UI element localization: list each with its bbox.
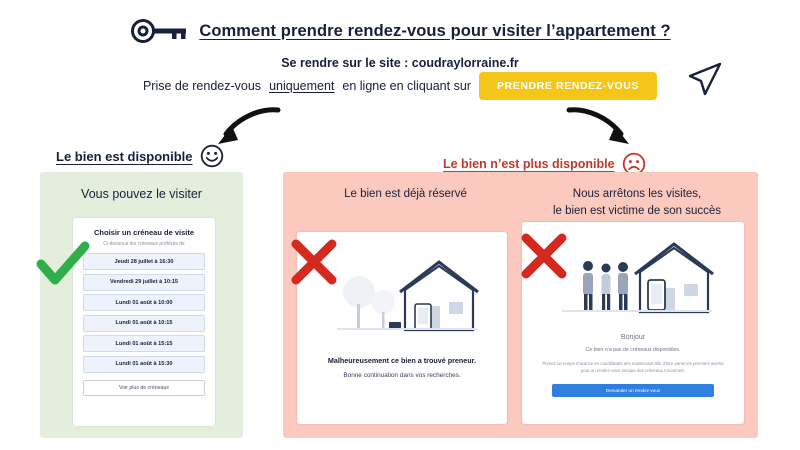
prendre-rendez-vous-button[interactable]: PRENDRE RENDEZ-VOUS [479,72,657,100]
case-2-title-line-2: le bien est victime de son succès [552,204,722,217]
slot-item[interactable]: Lundi 01 août à 10:00 [83,294,205,311]
page-title: Comment prendre rendez-vous pour visiter l’appartement ? [199,21,671,40]
booking-slots-card [73,218,215,426]
key-icon [129,18,189,44]
instruction-underlined: uniquement [269,79,335,93]
instruction-before: Prise de rendez-vous [142,79,262,93]
booking-card-title: Choisir un créneau de visite [93,228,195,237]
available-panel-title: Vous pouvez le visiter [81,187,202,201]
greeting-text: Bonjour [620,334,646,341]
slot-item[interactable]: Lundi 01 août à 15:30 [83,356,205,373]
left-branch-heading-label: Le bien est disponible [56,148,193,164]
booking-card-subtitle: Ci-dessous les créneaux préférés de [103,241,185,247]
slot-item[interactable]: Lundi 01 août à 15:15 [83,335,205,352]
arrow-to-right-branch-icon [565,104,635,150]
left-branch-heading [56,144,224,168]
case-2-title-line-1: Nous arrêtons les visites, [572,188,702,200]
red-x-icon [290,238,338,286]
green-check-icon [36,240,90,288]
cursor-arrow-icon [680,60,724,106]
red-x-icon [520,232,568,280]
no-slots-paragraph: Prenez un temps d’avance en candidatant dès maintenant afin d’être parmi les premiers avertis pour un rendez-vous lorsque des créneaux s’ouvriront. [542,361,724,373]
slot-item[interactable]: Jeudi 28 juillet à 16:30 [83,253,205,270]
more-slots-button[interactable]: Voir plus de créneaux [83,380,205,396]
header-row [0,18,800,44]
case-1-title: Le bien est déjà réservé [344,188,467,200]
slot-item[interactable]: Lundi 01 août à 10:15 [83,315,205,332]
no-slots-text: Ce bien n’a pas de créneaux disponibles. [585,347,681,353]
instruction-after: en ligne en cliquant sur [342,79,471,93]
right-branch-heading-label: Le bien n’est plus disponible [443,157,615,171]
smiley-happy-icon [200,144,224,168]
request-appointment-button[interactable]: Demander un rendez-vous [552,384,714,397]
already-booked-message-sub: Bonne continuation dans vos recherches. [343,372,461,379]
already-booked-message-title: Malheureusement ce bien a trouvé preneur. [327,356,477,365]
case-2-title [523,186,751,219]
site-subtitle: Se rendre sur le site : coudraylorraine.fr [281,56,519,70]
slot-item[interactable]: Vendredi 29 juillet à 10:15 [83,274,205,291]
